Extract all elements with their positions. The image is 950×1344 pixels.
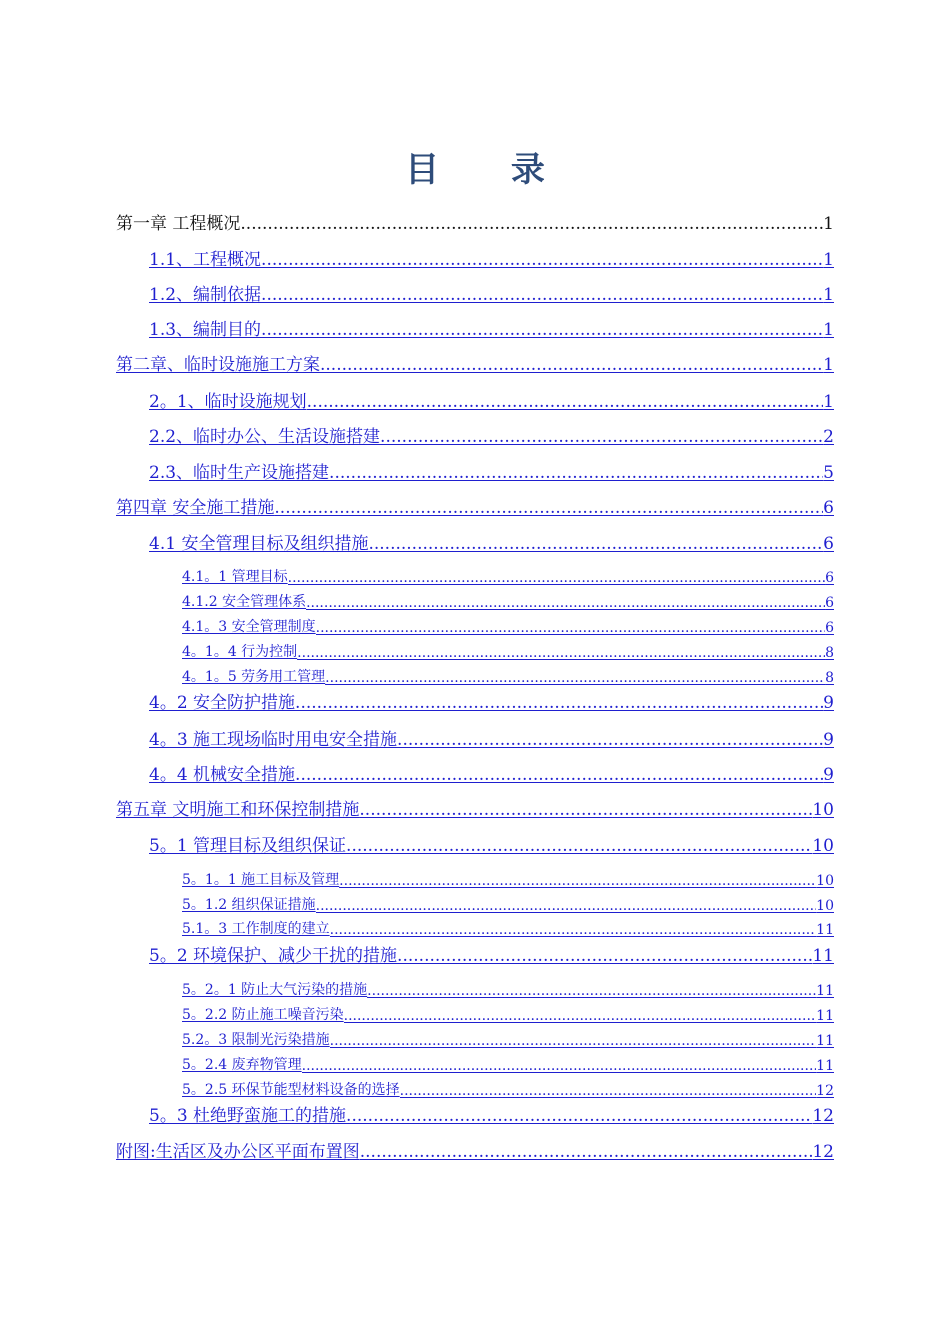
toc-entry-label: 4。4 机械安全措施: [149, 765, 296, 785]
toc-leader-dots: [397, 730, 823, 750]
toc-entry[interactable]: [149, 246, 834, 270]
toc-page-number: 1: [823, 214, 834, 234]
toc-entry[interactable]: [182, 894, 834, 914]
toc-leader-dots: [302, 1058, 817, 1074]
toc-leader-dots: [307, 392, 824, 412]
toc-entry-label: 4。1。5 劳务用工管理: [182, 669, 326, 685]
toc-entry[interactable]: [149, 459, 834, 483]
toc-entry[interactable]: [182, 666, 834, 686]
toc-entry-label: 4.1 安全管理目标及组织措施: [149, 534, 369, 554]
toc-leader-dots: [367, 983, 816, 999]
toc-leader-dots: [261, 250, 823, 270]
toc-page-number: 8: [825, 645, 834, 661]
toc-leader-dots: [316, 898, 817, 914]
toc-entry-label: 5。2.2 防止施工噪音污染: [182, 1007, 344, 1023]
page-title: 目 录: [405, 150, 575, 190]
toc-entry-label: 4。2 安全防护措施: [149, 693, 296, 713]
toc-leader-dots: [400, 1083, 817, 1099]
toc-page-number: 12: [812, 1142, 834, 1162]
toc-entry-label: 5.1。3 工作制度的建立: [182, 921, 330, 937]
toc-page-number: 10: [812, 800, 834, 820]
toc-page-number: 6: [825, 595, 834, 611]
toc-page-number: 11: [816, 922, 834, 938]
toc-leader-dots: [344, 1008, 817, 1024]
toc-entry[interactable]: [149, 1102, 834, 1126]
toc-entry[interactable]: [182, 616, 834, 636]
toc-page-number: 12: [816, 1083, 834, 1099]
toc-page-number: 1: [823, 392, 834, 412]
toc-entry[interactable]: [149, 423, 834, 447]
toc-page-number: 1: [823, 320, 834, 340]
toc-page-number: 6: [825, 570, 834, 586]
toc-entry-label: 2。1、临时设施规划: [149, 392, 307, 412]
toc-entry-label: 5。2。1 防止大气污染的措施: [182, 982, 368, 998]
toc-leader-dots: [288, 570, 825, 586]
toc-entry-label: 1.2、编制依据: [149, 285, 262, 305]
toc-page-number: 1: [823, 285, 834, 305]
toc-entry[interactable]: [182, 641, 834, 661]
toc-entry-label: 5。2 环境保护、减少干扰的措施: [149, 946, 398, 966]
toc-entry-label: 第五章 文明施工和环保控制措施: [116, 800, 360, 820]
toc-leader-dots: [261, 285, 823, 305]
toc-page-number: 2: [823, 427, 834, 447]
toc-leader-dots: [295, 693, 823, 713]
toc-entry[interactable]: [116, 210, 834, 234]
toc-entry[interactable]: [116, 494, 834, 518]
toc-entry-label: 第二章、临时设施施工方案: [116, 355, 320, 375]
toc-page-number: 11: [816, 1058, 834, 1074]
toc-entry-label: 4.1.2 安全管理体系: [182, 594, 307, 610]
toc-leader-dots: [380, 427, 823, 447]
toc-page-number: 11: [812, 946, 834, 966]
toc-leader-dots: [359, 800, 812, 820]
toc-leader-dots: [330, 1033, 817, 1049]
toc-leader-dots: [346, 836, 812, 856]
toc-entry[interactable]: [149, 388, 834, 412]
toc-entry[interactable]: [116, 1138, 834, 1162]
toc-entry-label: 5。3 杜绝野蛮施工的措施: [149, 1106, 347, 1126]
toc-leader-dots: [297, 645, 825, 661]
toc-entry-label: 5。1 管理目标及组织保证: [149, 836, 347, 856]
toc-entry-label: 4.1。3 安全管理制度: [182, 619, 316, 635]
toc-entry-label: 1.3、编制目的: [149, 320, 262, 340]
toc-page-number: 12: [812, 1106, 834, 1126]
toc-leader-dots: [368, 534, 823, 554]
toc-entry[interactable]: [149, 726, 834, 750]
toc-page-number: 9: [823, 693, 834, 713]
toc-page-number: 1: [823, 355, 834, 375]
toc-entry[interactable]: [182, 1079, 834, 1099]
toc-leader-dots: [339, 873, 816, 889]
toc-page-number: 6: [823, 498, 834, 518]
toc-entry-label: 5.2。3 限制光污染措施: [182, 1032, 330, 1048]
toc-entry[interactable]: [182, 1029, 834, 1049]
toc-page-number: 9: [823, 730, 834, 750]
toc-page-number: 10: [816, 873, 834, 889]
toc-entry[interactable]: [149, 281, 834, 305]
toc-entry-label: 1.1、工程概况: [149, 250, 262, 270]
toc-leader-dots: [330, 922, 817, 938]
toc-entry-label: 4。3 施工现场临时用电安全措施: [149, 730, 398, 750]
toc-leader-dots: [316, 620, 825, 636]
toc-entry[interactable]: [149, 530, 834, 554]
toc-entry-label: 第四章 安全施工措施: [116, 498, 275, 518]
toc-entry[interactable]: [149, 832, 834, 856]
toc-page-number: 9: [823, 765, 834, 785]
toc-leader-dots: [320, 355, 823, 375]
toc-leader-dots: [325, 670, 825, 686]
toc-page-number: 10: [816, 898, 834, 914]
toc-page-number: 8: [825, 670, 834, 686]
toc-page-number: 6: [825, 620, 834, 636]
toc-leader-dots: [360, 1142, 813, 1162]
toc-entry[interactable]: [149, 316, 834, 340]
toc-entry[interactable]: [182, 869, 834, 889]
toc-entry[interactable]: [182, 1004, 834, 1024]
toc-page-number: 1: [823, 250, 834, 270]
toc-entry[interactable]: [182, 979, 834, 999]
toc-entry-label: 2.3、临时生产设施搭建: [149, 463, 330, 483]
toc-leader-dots: [306, 595, 825, 611]
toc-entry-label: 4.1。1 管理目标: [182, 569, 288, 585]
toc-entry-label: 4。1。4 行为控制: [182, 644, 298, 660]
toc-leader-dots: [295, 765, 823, 785]
toc-page-number: 5: [823, 463, 834, 483]
toc-entry-label: 5。2.4 废弃物管理: [182, 1057, 302, 1073]
toc-entry-label: 2.2、临时办公、生活设施搭建: [149, 427, 381, 447]
toc-entry[interactable]: [182, 1054, 834, 1074]
toc-page-number: 6: [823, 534, 834, 554]
toc-entry[interactable]: [149, 942, 834, 966]
toc-entry-label: 5。1。1 施工目标及管理: [182, 872, 340, 888]
toc-entry[interactable]: [116, 351, 834, 375]
toc-entry[interactable]: [182, 591, 834, 611]
toc-entry-label: 5。2.5 环保节能型材料设备的选择: [182, 1082, 400, 1098]
toc-leader-dots: [397, 946, 812, 966]
toc-page-number: 11: [816, 1033, 834, 1049]
toc-entry[interactable]: [182, 566, 834, 586]
toc-leader-dots: [240, 214, 823, 234]
toc-entry[interactable]: [149, 689, 834, 713]
toc-leader-dots: [346, 1106, 812, 1126]
toc-leader-dots: [274, 498, 823, 518]
toc-entry[interactable]: [116, 796, 834, 820]
toc-page-number: 10: [812, 836, 834, 856]
toc-entry-label: 5。1.2 组织保证措施: [182, 897, 316, 913]
toc-leader-dots: [329, 463, 823, 483]
toc-leader-dots: [261, 320, 823, 340]
toc-page-number: 11: [816, 1008, 834, 1024]
toc-entry-label: 第一章 工程概况: [116, 214, 241, 234]
toc-entry-label: 附图:生活区及办公区平面布置图: [116, 1142, 360, 1162]
toc-page-number: 11: [816, 983, 834, 999]
toc-entry[interactable]: [149, 761, 834, 785]
toc-entry[interactable]: [182, 918, 834, 938]
